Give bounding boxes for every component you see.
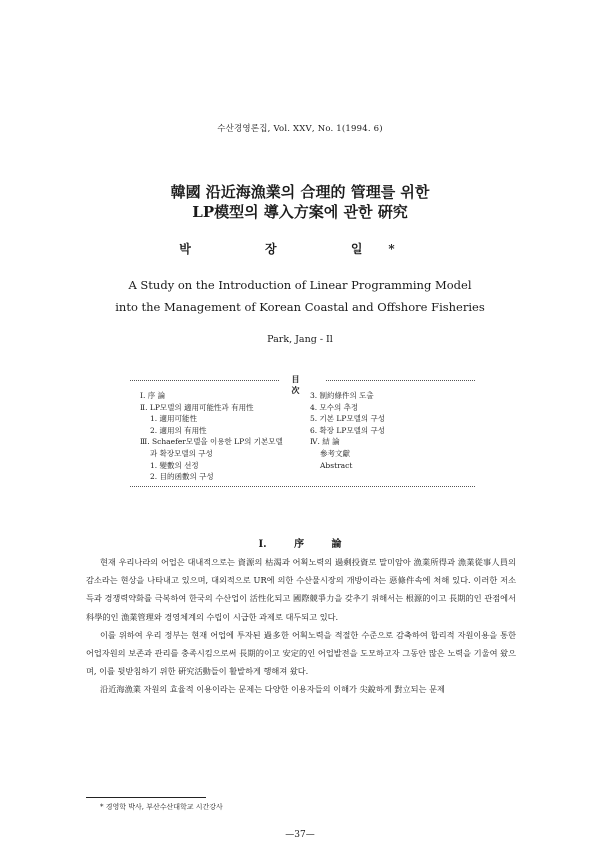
toc-item: 1. 適用可能性 <box>150 414 198 424</box>
toc-item: 5. 기본 LP모델의 구성 <box>310 414 386 424</box>
paper-title <box>0 182 600 222</box>
toc-item: 參考文獻 <box>320 448 350 458</box>
toc-item: 3. 制約條件의 도출 <box>310 391 374 400</box>
toc-right-column <box>310 390 385 471</box>
footnote-rule <box>86 797 206 798</box>
page-number: —37— <box>285 830 315 840</box>
paragraph: 현재 우리나라의 어업은 대내적으로는 資源의 枯渴과 어획노력의 過剩投資로 말미암아 漁業所得과 漁業從事人員의 감소라는 현상을 나타내고 있으며, 대외적으로 UR에 의한 수산물시장의 개방이라는 惡條件속에 처해 있다. 이러한 저소득과 경쟁력약화를 극복하여 한국의 수산업이 活性化되고 國際競爭力을 갖추기 위해서는 根源的이고 長期的인 관점에서 科學的인 漁業管理와 경영체계의 수립이 시급한 과제로 대두되고 있다. <box>86 557 516 622</box>
paragraph: 이를 위하여 우리 정부는 현재 어업에 투자된 過多한 어획노력을 적절한 수준으로 감축하여 합리적 자원이용을 통한 어업자원의 보존과 관리를 충족시킴으로써 長期的이고 安定的인 어업발전을 도모하고자 그동안 많은 노력을 기울여 왔으며, 이를 뒷받침하기 위한 硏究活動들이 활발하게 행해져 왔다. <box>86 629 516 677</box>
toc-item: 6. 확장 LP모델의 구성 <box>310 425 386 435</box>
toc-item: 1. 變數의 선정 <box>150 460 199 470</box>
toc-item: 2. 目的函數의 구성 <box>150 472 214 482</box>
paragraph: 沿近海漁業 자원의 효율적 이용이라는 문제는 다양한 이용자들의 이해가 尖銳하게 對立되는 문제 <box>100 684 445 695</box>
toc-item: 4. 모수의 추정 <box>310 402 359 412</box>
toc-item: 2. 適用의 有用性 <box>150 425 207 435</box>
english-title <box>0 274 600 318</box>
toc-heading: 目 次 <box>280 374 325 396</box>
section-heading: Ⅰ. 序 論 <box>258 539 342 550</box>
author-korean: 박 장 일* <box>179 242 421 256</box>
title-line-1: 韓國 沿近海漁業의 合理的 管理를 위한 <box>170 183 430 201</box>
toc-item: Ⅰ. 序 論 <box>140 391 166 400</box>
toc-item: Ⅱ. LP모델의 適用可能性과 有用性 <box>140 402 254 412</box>
english-title-line-1: A Study on the Introduction of Linear Programming Model <box>128 278 472 292</box>
toc-item: Ⅳ. 結 論 <box>310 437 340 447</box>
toc-left-column <box>140 390 283 483</box>
table-of-contents <box>130 374 475 488</box>
toc-item: Ⅲ. Schaefer모델을 이용한 LP의 기본모델 <box>140 437 283 447</box>
toc-item: Abstract <box>320 460 353 470</box>
english-title-line-2: into the Management of Korean Coastal and Offshore Fisheries <box>115 300 485 314</box>
footnote: * 경영학 박사, 부산수산대학교 시간강사 <box>100 803 223 811</box>
toc-item: 과 확장모델의 구성 <box>150 448 213 458</box>
author-english: Park, Jang - Il <box>267 334 333 345</box>
toc-bottom-rule <box>130 486 475 487</box>
title-line-2: LP模型의 導入方案에 관한 硏究 <box>192 203 408 221</box>
body-text <box>86 553 516 699</box>
journal-header: 수산경영론집, Vol. ⅩⅩⅤ, No. 1(1994. 6) <box>217 124 383 134</box>
